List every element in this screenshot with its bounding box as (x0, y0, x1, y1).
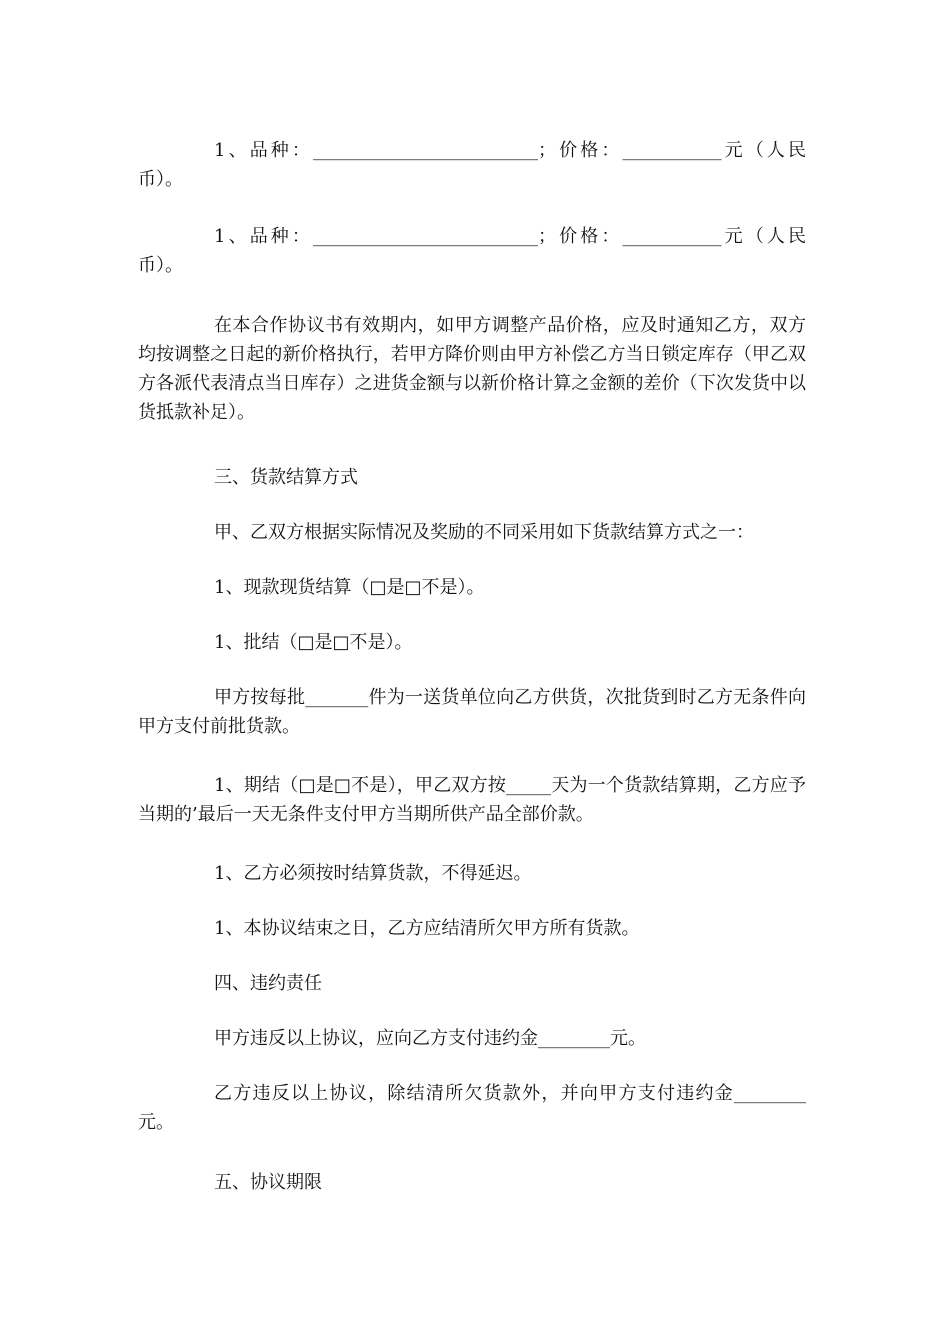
payment-intro-paragraph: 甲、乙双方根据实际情况及奖励的不同采用如下货款结算方式之一： (214, 522, 754, 543)
cash-settlement-item: 1、现款现货结算（□是□不是）。 (214, 577, 485, 598)
batch-settlement-item: 1、批结（□是□不是）。 (214, 632, 413, 653)
period-settlement-item: 1、期结（□是□不是），甲乙双方按_____天为一个货款结算期，乙方应予当期的’最后一天无条件支付甲方当期所供产品全部价款。 (138, 775, 806, 825)
section-heading-payment: 三、货款结算方式 (214, 467, 358, 488)
product-price-line-1: 1、品种：_________________________；价格：___________元（人民币）。 (138, 140, 806, 190)
final-settlement-item: 1、本协议结束之日，乙方应结清所欠甲方所有货款。 (214, 918, 640, 939)
section-heading-term: 五、协议期限 (214, 1172, 322, 1193)
price-adjustment-paragraph: 在本合作协议书有效期内，如甲方调整产品价格，应及时通知乙方，双方均按调整之日起的新价格执行，若甲方降价则由甲方补偿乙方当日锁定库存（甲乙双方各派代表清点当日库存）之进货金额与以新价格计算之金额的差价（下次发货中以货抵款补足）。 (138, 315, 806, 423)
party-a-penalty-paragraph: 甲方违反以上协议，应向乙方支付违约金________元。 (214, 1028, 646, 1049)
section-heading-liability: 四、违约责任 (214, 973, 322, 994)
product-price-line-2: 1、品种：_________________________；价格：___________元（人民币）。 (138, 226, 806, 276)
batch-delivery-paragraph: 甲方按每批_______件为一送货单位向乙方供货，次批货到时乙方无条件向甲方支付前批货款。 (138, 687, 806, 737)
party-b-penalty-paragraph: 乙方违反以上协议，除结清所欠货款外，并向甲方支付违约金________元。 (138, 1083, 806, 1133)
timely-payment-item: 1、乙方必须按时结算货款，不得延迟。 (214, 863, 532, 884)
